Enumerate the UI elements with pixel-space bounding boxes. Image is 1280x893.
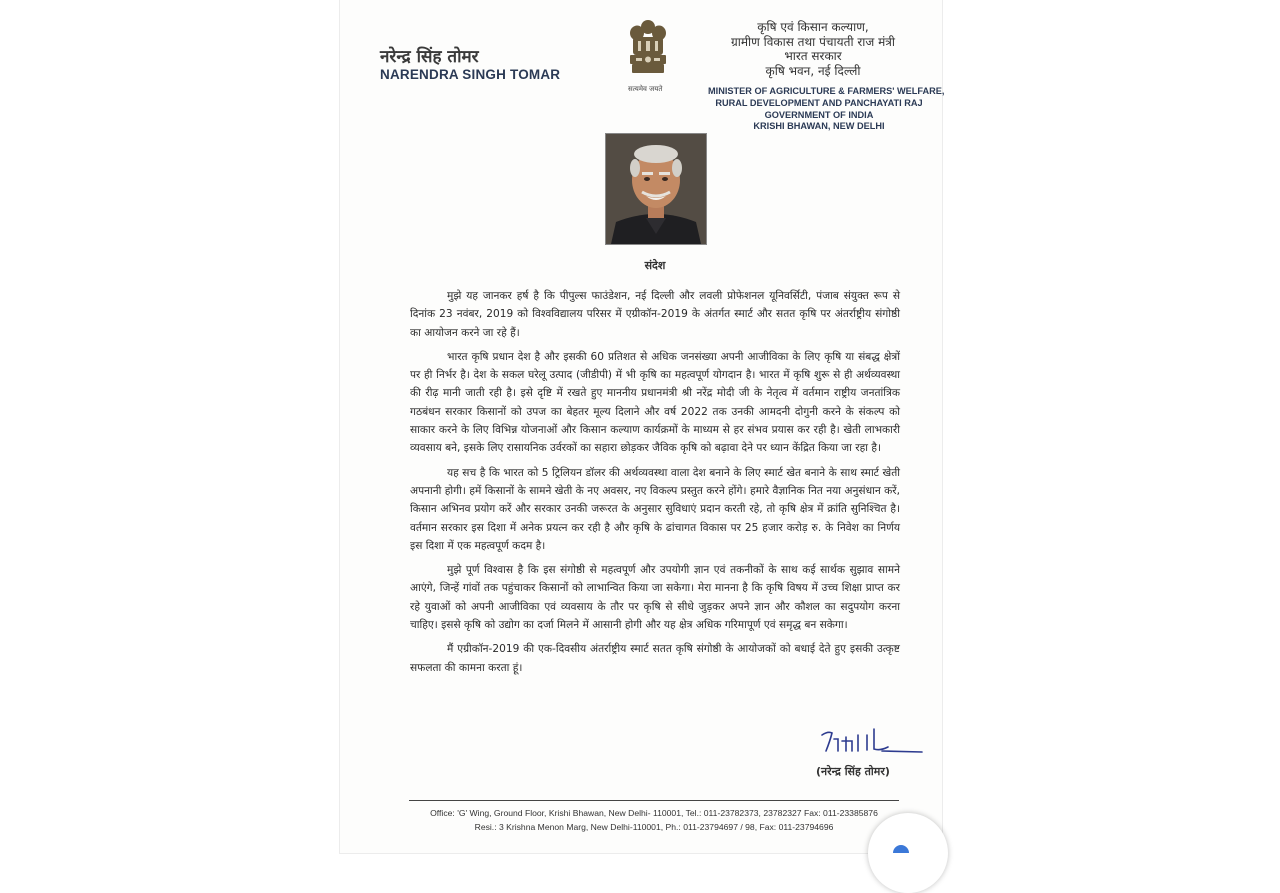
message-body (410, 287, 900, 683)
emblem-motto: सत्यमेव जयते (628, 85, 663, 93)
office-address: Office: 'G' Wing, Ground Floor, Krishi Bhawan, New Delhi- 110001, Tel.: 011-23782373, 23782327 Fax: 011-23385876 (430, 808, 878, 818)
floating-action-button[interactable] (868, 813, 948, 893)
designation-english-line: GOVERNMENT OF INDIA (764, 109, 874, 120)
message-paragraph: यह सच है कि भारत को 5 ट्रिलियन डॉलर की अर्थव्यवस्था वाला देश बनाने के लिए स्मार्ट खेत बनाने के साथ स्मार्ट खेती अपनानी होगी। हमें किसानों के सामने खेती के नए अवसर, नए विकल्प प्रस्तुत करने होंगे। हमारे वैज्ञानिक नित नया अनुसंधान करें, किसान अभिनव प्रयोग करें और सरकार उनकी जरूरत के अनुसार सुविधाएं प्रदान करती रहे, तो कृषि क्षेत्र में क्रांति सुनिश्चित है। वर्तमान सरकार इस दिशा में अनेक प्रयत्न कर रही है और कृषि के ढांचागत विकास पर 25 हजार करोड़ रु. के निवेश का निर्णय इस दिशा में एक महत्वपूर्ण कदम है। (410, 466, 900, 552)
message-paragraph: मुझे पूर्ण विश्वास है कि इस संगोष्ठी से महत्वपूर्ण और उपयोगी ज्ञान एवं तकनीकों के साथ कई सार्थक सुझाव सामने आएंगे, जिन्हें गांवों तक पहुंचाकर किसानों को लाभान्वित किया जा सकेगा। मेरा मानना है कि कृषि विषय में उच्च शिक्षा प्राप्त कर रहे युवाओं को अपनी आजीविका एवं व्यवसाय के तौर पर कृषि से सीधे जुड़कर अपने ज्ञान और कौशल का सदुपयोग करना चाहिए। इससे कृषि को उद्योग का दर्जा मिलने में आसानी होगी और यह क्षेत्र अधिक गरिमापूर्ण एवं समृद्ध बन सकेगा। (410, 564, 900, 632)
designation-hindi-line: भारत सरकार (784, 49, 842, 63)
footer-address (409, 806, 899, 834)
message-paragraph: मुझे यह जानकर हर्ष है कि पीपुल्स फाउंडेशन, नई दिल्ली और लवली प्रोफेशनल यूनिवर्सिटी, पंजाब संयुक्त रूप से दिनांक 23 नवंबर, 2019 को विश्वविद्यालय परिसर में एग्रीकॉन-2019 के अंतर्गत स्मार्ट और सतत कृषि पर अंतर्राष्ट्रीय संगोष्ठी का आयोजन करने जा रहे हैं। (410, 290, 900, 339)
portrait-image (606, 134, 706, 244)
designation-english-line: KRISHI BHAWAN, NEW DELHI (753, 121, 885, 132)
message-paragraph: मैं एग्रीकॉन-2019 की एक-दिवसीय अंतर्राष्ट्रीय स्मार्ट सतत कृषि संगोष्ठी के आयोजकों को बधाई देते हुए इसकी उत्कृष्ट सफलता की कामना करता हूं। (410, 643, 900, 674)
message-paragraph: भारत कृषि प्रधान देश है और इसकी 60 प्रतिशत से अधिक जनसंख्या अपनी आजीविका के लिए कृषि या संबद्ध क्षेत्रों पर ही निर्भर है। देश के सकल घरेलू उत्पाद (जीडीपी) में भी कृषि का महत्वपूर्ण योगदान है। भारत में कृषि शुरू से ही अर्थव्यवस्था की रीढ़ मानी जाती रही है। इसे दृष्टि में रखते हुए माननीय प्रधानमंत्री श्री नरेंद्र मोदी जी के नेतृत्व में वर्तमान राष्ट्रीय जनतांत्रिक गठबंधन सरकार किसानों को उपज का बेहतर मूल्य दिलाने और वर्ष 2022 तक उनकी आमदनी दोगुनी करने के संकल्प को साकार करने के लिए विभिन्न योजनाओं और किसान कल्याण कार्यक्रमों के माध्यम से हर संभव प्रयास कर रही है। खेती लाभकारी व्यवसाय बने, इसके लिए रासायनिक उर्वरकों का सहारा छोड़कर जैविक कृषि को बढ़ावा देने पर ध्यान केंद्रित किया जा रहा है। (410, 350, 900, 455)
sender-name-english: NARENDRA SINGH TOMAR (380, 67, 561, 82)
sender-name-hindi: नरेन्द्र सिंह तोमर (380, 47, 479, 67)
designation-hindi-line: कृषि भवन, नई दिल्ली (765, 63, 861, 78)
designation-english-line: RURAL DEVELOPMENT AND PANCHAYATI RAJ (715, 97, 923, 108)
designation-hindi-line: ग्रामीण विकास तथा पंचायती राज मंत्री (730, 34, 896, 49)
footer-divider (409, 800, 899, 801)
handwritten-signature (812, 705, 927, 760)
residence-address: Resi.: 3 Krishna Menon Marg, New Delhi-110001, Ph.: 011-23794697 / 98, Fax: 011-23794696 (474, 822, 834, 832)
national-emblem-icon (624, 17, 672, 79)
designation-hindi-line: कृषि एवं किसान कल्याण, (757, 20, 869, 34)
designation-english (708, 86, 945, 133)
message-heading: संदेश (644, 259, 666, 272)
minister-portrait (605, 133, 707, 245)
signatory-name: (नरेन्द्र सिंह तोमर) (816, 765, 890, 778)
designation-hindi (718, 20, 908, 78)
designation-english-line: MINISTER OF AGRICULTURE & FARMERS' WELFARE, (708, 86, 945, 96)
